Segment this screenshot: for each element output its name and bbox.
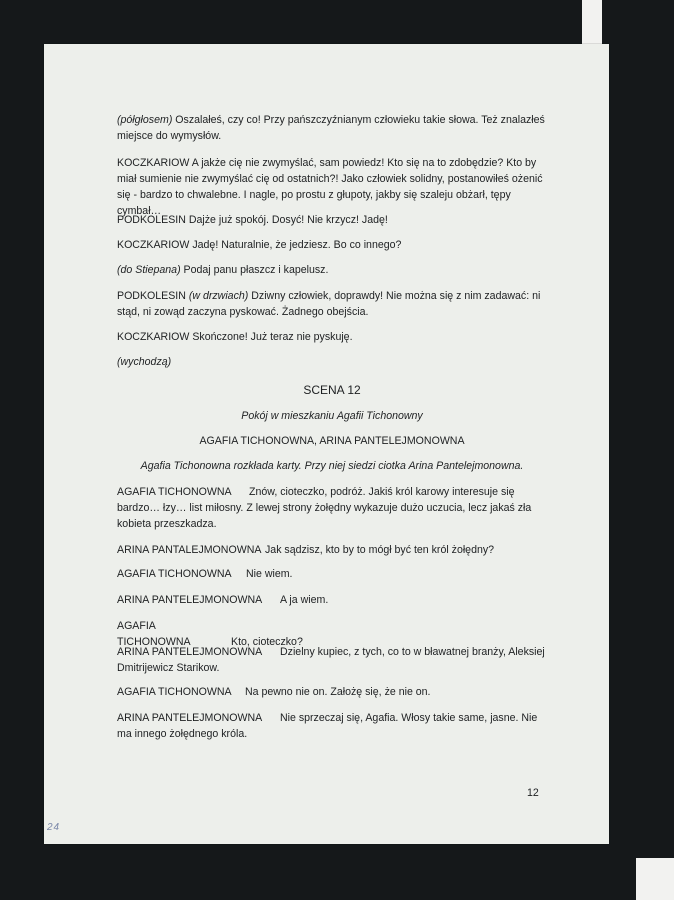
pencil-folio-mark: 24: [47, 822, 61, 833]
line-text: Oszalałeś, czy co! Przy pańszczyźnianym człowieku takie słowa. Też znalazłeś miejsce do wymysłów.: [117, 114, 545, 142]
stage-line: [117, 262, 547, 278]
dialogue-line: [117, 566, 547, 582]
dialogue-line: [117, 710, 547, 742]
dialogue-line: [117, 288, 547, 320]
dialogue-line: [117, 237, 547, 253]
stage-direction: (w drzwiach): [185, 290, 249, 302]
dialogue-line: [117, 155, 547, 219]
line-text: Dajże już spokój. Dosyć! Nie krzycz! Jadę!: [185, 214, 388, 226]
line-text: Nie sprzeczaj się, Agafia. Włosy takie same, jasne. Nie ma innego żołędnego króla.: [117, 712, 538, 740]
speaker-name: AGAFIA TICHONOWNA: [117, 486, 232, 498]
speaker-name: KOCZKARIOW: [117, 331, 190, 343]
line-text: Skończone! Już teraz nie pyskuję.: [189, 331, 353, 343]
line-text: Podaj panu płaszcz i kapelusz.: [180, 264, 329, 276]
dialogue-line: [117, 329, 547, 345]
line-text: Jak sądzisz, kto by to mógł być ten król żołędny?: [265, 544, 495, 556]
line-text: A ja wiem.: [280, 594, 329, 606]
speaker-name: AGAFIA TICHONOWNA: [117, 620, 191, 648]
speaker-name: ARINA PANTELEJMONOWNA: [117, 594, 263, 606]
speaker-name: ARINA PANTELEJMONOWNA: [117, 646, 263, 658]
speaker-name: KOCZKARIOW: [117, 239, 190, 251]
line-text: Dziwny człowiek, doprawdy! Nie można się z nim zadawać: ni stąd, ni zowąd zaczyna pyskować. Żadnego obejścia.: [117, 290, 541, 318]
dialogue-line: [117, 542, 547, 558]
speaker-name: ARINA PANTALEJMONOWNA: [117, 544, 262, 556]
dialogue-line: [117, 592, 547, 608]
scene-location: Pokój w mieszkaniu Agafii Tichonowny: [241, 410, 423, 422]
stage-line: [117, 112, 547, 144]
dialogue-line: [117, 644, 547, 676]
stage-direction: (wychodzą): [117, 356, 172, 368]
line-text: Nie wiem.: [246, 568, 293, 580]
scene-characters: AGAFIA TICHONOWNA, ARINA PANTELEJMONOWNA: [199, 435, 465, 447]
line-text: Dzielny kupiec, z tych, co to w bławatnej branży, Aleksiej Dmitrijewicz Starikow.: [117, 646, 545, 674]
page-number: 12: [527, 787, 539, 799]
line-text: A jakże cię nie zwymyślać, sam powiedz! Kto się na to zdobędzie? Kto by miał sumienie nie zwymyślać cię od ostatnich?! Jako człowiek solidny, postanowiłeś ożenić się - bardzo to chwalebne. I nagle, po prostu z głupoty, jakby się szaleju obżarł, tępy cymbał…: [117, 157, 543, 217]
scan-corner-mark: [636, 858, 674, 900]
dialogue-line: [117, 212, 547, 228]
speaker-name: AGAFIA TICHONOWNA: [117, 568, 232, 580]
speaker-name: AGAFIA TICHONOWNA: [117, 686, 232, 698]
speaker-name: PODKOLESIN: [117, 214, 186, 226]
speaker-name: ARINA PANTELEJMONOWNA: [117, 712, 263, 724]
scene-stage-direction: Agafia Tichonowna rozkłada karty. Przy niej siedzi ciotka Arina Pantelejmonowna.: [140, 460, 524, 472]
line-text: Znów, cioteczko, podróż. Jakiś król karowy interesuje się bardzo… łzy… list miłosny. Z lewej strony żołędny wykazuje dużo uczucia, lecz jakaś zła kobieta przeszkadza.: [117, 486, 532, 530]
stage-direction: (do Stiepana): [117, 264, 181, 276]
stage-direction: (półgłosem): [117, 114, 173, 126]
scan-corner-mark: [582, 0, 602, 48]
line-text: Kto, cioteczko?: [231, 636, 303, 648]
scene-title: SCENA 12: [303, 383, 361, 397]
dialogue-line: [117, 484, 547, 532]
speaker-name: PODKOLESIN: [117, 290, 186, 302]
line-text: Jadę! Naturalnie, że jedziesz. Bo co innego?: [189, 239, 402, 251]
speaker-name: KOCZKARIOW: [117, 157, 190, 169]
dialogue-line: [117, 684, 547, 700]
line-text: Na pewno nie on. Założę się, że nie on.: [245, 686, 431, 698]
